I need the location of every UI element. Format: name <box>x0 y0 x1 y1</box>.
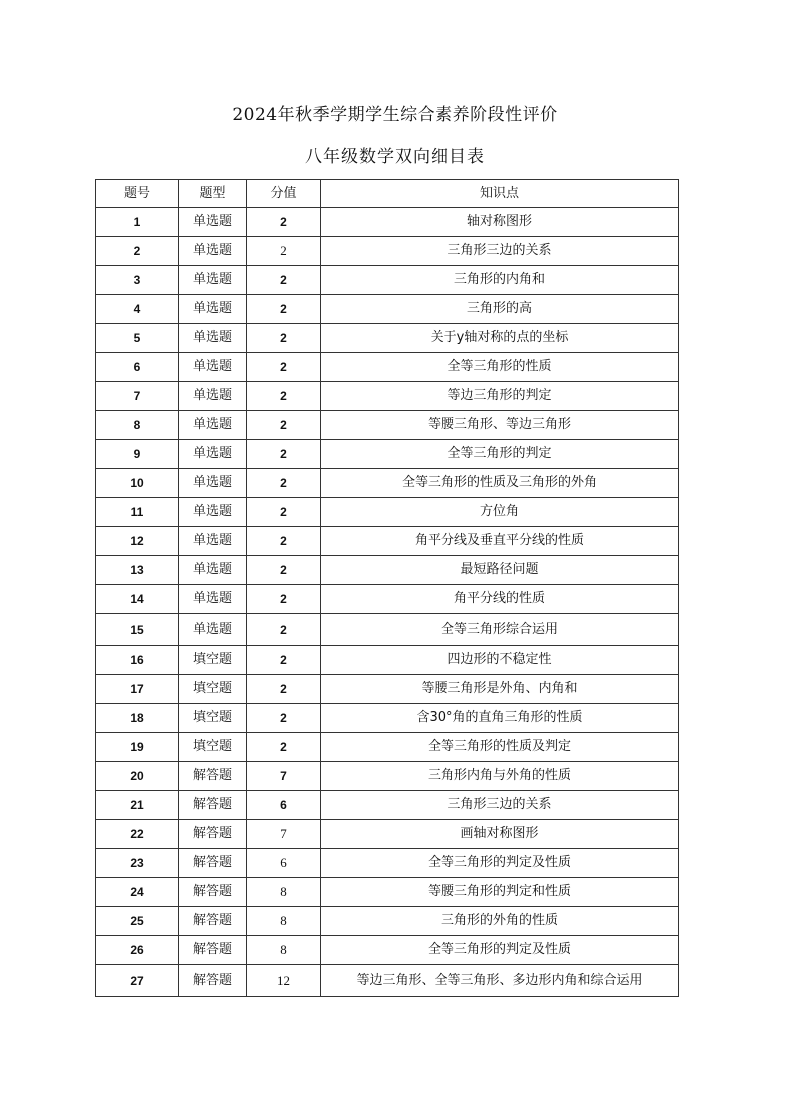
knowledge-point-cell: 关于y轴对称的点的坐标 <box>321 324 679 353</box>
score-cell: 2 <box>247 733 321 762</box>
header-row <box>96 180 679 208</box>
question-type-cell: 单选题 <box>179 527 247 556</box>
page-subtitle: 八年级数学双向细目表 <box>305 147 485 167</box>
knowledge-point-cell: 三角形三边的关系 <box>321 237 679 266</box>
question-type-cell: 填空题 <box>179 704 247 733</box>
score-cell: 2 <box>247 382 321 411</box>
question-type-cell: 单选题 <box>179 353 247 382</box>
score-cell: 12 <box>247 965 321 997</box>
table-row <box>96 295 679 324</box>
page-title: 2024年秋季学期学生综合素养阶段性评价 <box>232 105 558 125</box>
question-number-cell: 3 <box>96 266 179 295</box>
table-row <box>96 237 679 266</box>
question-type-cell: 解答题 <box>179 965 247 997</box>
question-number-cell: 7 <box>96 382 179 411</box>
question-number-cell: 4 <box>96 295 179 324</box>
table-row <box>96 791 679 820</box>
question-number-cell: 12 <box>96 527 179 556</box>
score-cell: 2 <box>247 527 321 556</box>
table-header <box>96 180 679 208</box>
knowledge-point-cell: 四边形的不稳定性 <box>321 646 679 675</box>
score-cell: 8 <box>247 936 321 965</box>
table-row <box>96 704 679 733</box>
table-row <box>96 324 679 353</box>
question-type-cell: 单选题 <box>179 208 247 237</box>
score-cell: 2 <box>247 237 321 266</box>
score-cell: 2 <box>247 469 321 498</box>
question-type-cell: 解答题 <box>179 762 247 791</box>
table-row <box>96 469 679 498</box>
table-row <box>96 965 679 997</box>
question-number-cell: 6 <box>96 353 179 382</box>
header-question-number: 题号 <box>96 180 179 208</box>
question-type-cell: 单选题 <box>179 469 247 498</box>
question-type-cell: 单选题 <box>179 498 247 527</box>
knowledge-point-cell: 轴对称图形 <box>321 208 679 237</box>
question-type-cell: 单选题 <box>179 382 247 411</box>
knowledge-point-cell: 三角形的外角的性质 <box>321 907 679 936</box>
score-cell: 2 <box>247 646 321 675</box>
score-cell: 8 <box>247 907 321 936</box>
knowledge-point-cell: 最短路径问题 <box>321 556 679 585</box>
question-type-cell: 解答题 <box>179 907 247 936</box>
table-row <box>96 353 679 382</box>
question-number-cell: 26 <box>96 936 179 965</box>
knowledge-point-cell: 角平分线及垂直平分线的性质 <box>321 527 679 556</box>
question-number-cell: 20 <box>96 762 179 791</box>
question-number-cell: 9 <box>96 440 179 469</box>
knowledge-point-cell: 三角形三边的关系 <box>321 791 679 820</box>
question-type-cell: 解答题 <box>179 878 247 907</box>
question-type-cell: 单选题 <box>179 295 247 324</box>
table-row <box>96 440 679 469</box>
score-cell: 2 <box>247 208 321 237</box>
question-number-cell: 1 <box>96 208 179 237</box>
header-question-type: 题型 <box>179 180 247 208</box>
question-number-cell: 13 <box>96 556 179 585</box>
question-type-cell: 单选题 <box>179 614 247 646</box>
question-number-cell: 14 <box>96 585 179 614</box>
score-cell: 2 <box>247 266 321 295</box>
score-cell: 2 <box>247 324 321 353</box>
knowledge-point-cell: 角平分线的性质 <box>321 585 679 614</box>
table-row <box>96 646 679 675</box>
spec-table <box>95 179 679 997</box>
knowledge-point-cell: 全等三角形的性质及判定 <box>321 733 679 762</box>
question-number-cell: 10 <box>96 469 179 498</box>
score-cell: 2 <box>247 556 321 585</box>
table-row <box>96 849 679 878</box>
question-number-cell: 16 <box>96 646 179 675</box>
knowledge-point-cell: 三角形内角与外角的性质 <box>321 762 679 791</box>
question-type-cell: 单选题 <box>179 556 247 585</box>
question-number-cell: 25 <box>96 907 179 936</box>
table-row <box>96 556 679 585</box>
table-row <box>96 820 679 849</box>
knowledge-point-cell: 等腰三角形、等边三角形 <box>321 411 679 440</box>
table-row <box>96 527 679 556</box>
question-type-cell: 解答题 <box>179 791 247 820</box>
score-cell: 2 <box>247 585 321 614</box>
question-number-cell: 2 <box>96 237 179 266</box>
question-type-cell: 单选题 <box>179 585 247 614</box>
table-row <box>96 411 679 440</box>
table-row <box>96 585 679 614</box>
question-type-cell: 单选题 <box>179 411 247 440</box>
question-number-cell: 19 <box>96 733 179 762</box>
question-type-cell: 单选题 <box>179 237 247 266</box>
table-row <box>96 762 679 791</box>
score-cell: 2 <box>247 353 321 382</box>
question-type-cell: 单选题 <box>179 324 247 353</box>
table-row <box>96 936 679 965</box>
question-number-cell: 24 <box>96 878 179 907</box>
knowledge-point-cell: 方位角 <box>321 498 679 527</box>
knowledge-point-cell: 三角形的内角和 <box>321 266 679 295</box>
question-number-cell: 8 <box>96 411 179 440</box>
score-cell: 7 <box>247 820 321 849</box>
knowledge-point-cell: 含30°角的直角三角形的性质 <box>321 704 679 733</box>
table-row <box>96 266 679 295</box>
knowledge-point-cell: 等边三角形、全等三角形、多边形内角和综合运用 <box>321 965 679 997</box>
table-body <box>96 208 679 997</box>
question-type-cell: 解答题 <box>179 849 247 878</box>
knowledge-point-cell: 全等三角形的判定及性质 <box>321 936 679 965</box>
score-cell: 6 <box>247 791 321 820</box>
question-number-cell: 15 <box>96 614 179 646</box>
question-number-cell: 5 <box>96 324 179 353</box>
knowledge-point-cell: 全等三角形的性质及三角形的外角 <box>321 469 679 498</box>
table-row <box>96 208 679 237</box>
score-cell: 2 <box>247 704 321 733</box>
table-row <box>96 733 679 762</box>
question-number-cell: 22 <box>96 820 179 849</box>
question-type-cell: 单选题 <box>179 266 247 295</box>
table-row <box>96 382 679 411</box>
question-number-cell: 17 <box>96 675 179 704</box>
question-number-cell: 21 <box>96 791 179 820</box>
knowledge-point-cell: 等腰三角形是外角、内角和 <box>321 675 679 704</box>
header-knowledge-point: 知识点 <box>321 180 679 208</box>
knowledge-point-cell: 全等三角形综合运用 <box>321 614 679 646</box>
score-cell: 2 <box>247 614 321 646</box>
score-cell: 2 <box>247 675 321 704</box>
question-number-cell: 11 <box>96 498 179 527</box>
question-number-cell: 27 <box>96 965 179 997</box>
score-cell: 2 <box>247 411 321 440</box>
score-cell: 2 <box>247 440 321 469</box>
question-type-cell: 填空题 <box>179 733 247 762</box>
table-row <box>96 498 679 527</box>
table-row <box>96 878 679 907</box>
question-type-cell: 单选题 <box>179 440 247 469</box>
knowledge-point-cell: 全等三角形的判定 <box>321 440 679 469</box>
score-cell: 2 <box>247 498 321 527</box>
knowledge-point-cell: 三角形的高 <box>321 295 679 324</box>
question-type-cell: 填空题 <box>179 646 247 675</box>
question-type-cell: 解答题 <box>179 936 247 965</box>
question-number-cell: 23 <box>96 849 179 878</box>
question-type-cell: 填空题 <box>179 675 247 704</box>
knowledge-point-cell: 全等三角形的性质 <box>321 353 679 382</box>
knowledge-point-cell: 画轴对称图形 <box>321 820 679 849</box>
knowledge-point-cell: 等边三角形的判定 <box>321 382 679 411</box>
question-number-cell: 18 <box>96 704 179 733</box>
score-cell: 6 <box>247 849 321 878</box>
header-score: 分值 <box>247 180 321 208</box>
score-cell: 7 <box>247 762 321 791</box>
question-type-cell: 解答题 <box>179 820 247 849</box>
knowledge-point-cell: 全等三角形的判定及性质 <box>321 849 679 878</box>
knowledge-point-cell: 等腰三角形的判定和性质 <box>321 878 679 907</box>
table-row <box>96 907 679 936</box>
score-cell: 2 <box>247 295 321 324</box>
score-cell: 8 <box>247 878 321 907</box>
table-row <box>96 675 679 704</box>
table-row <box>96 614 679 646</box>
